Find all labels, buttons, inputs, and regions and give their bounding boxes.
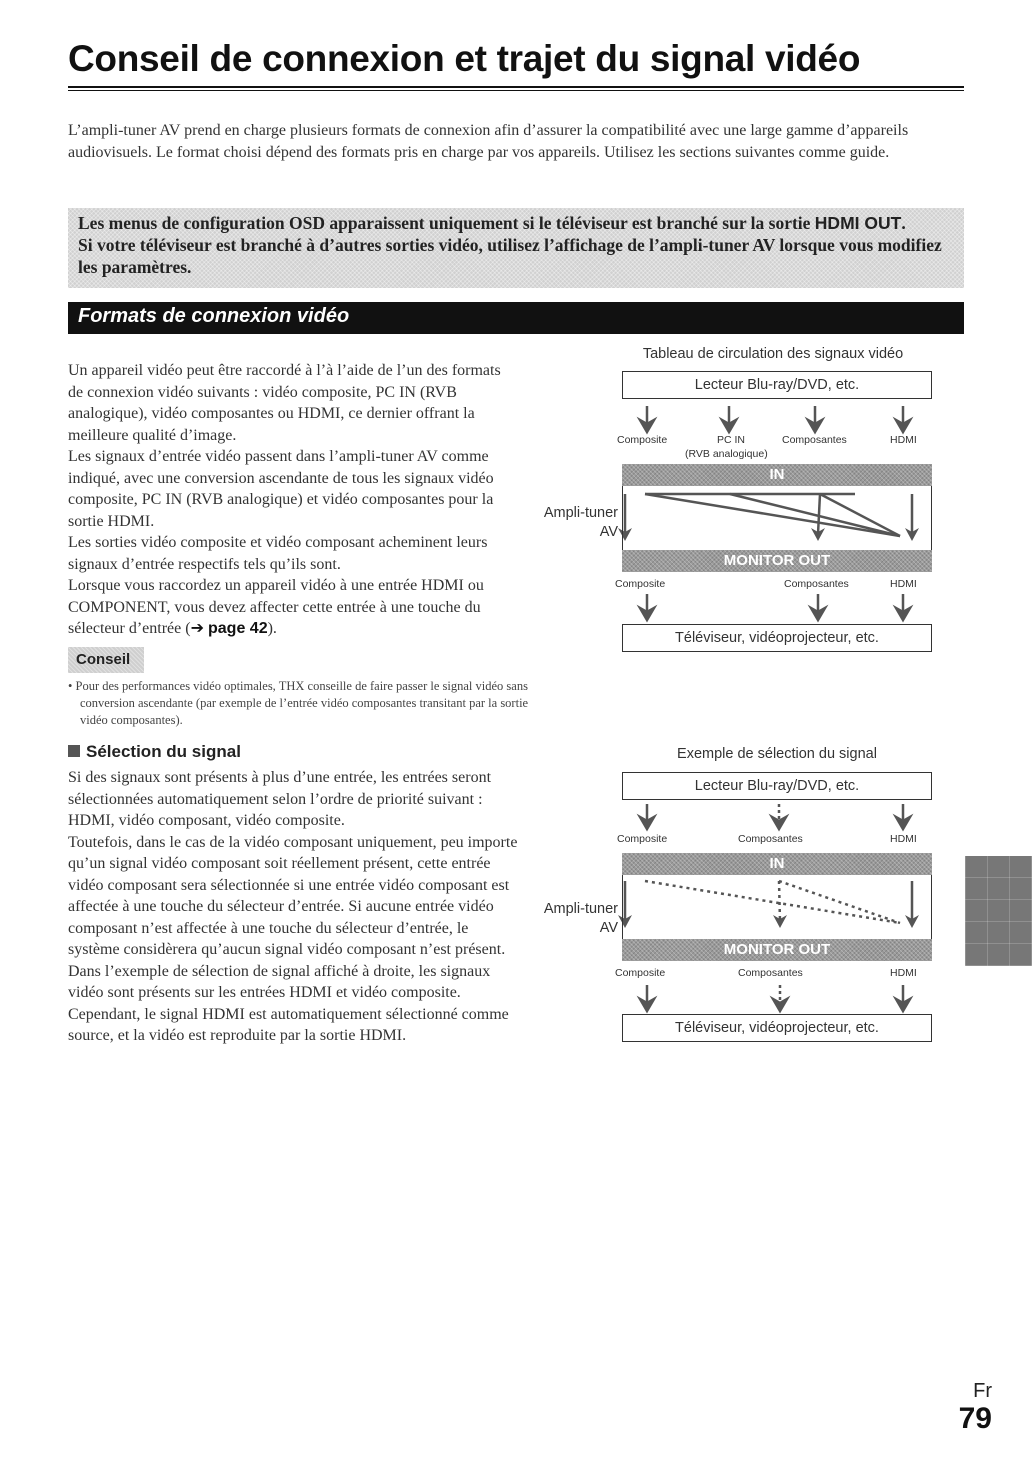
diagram1-source-box: Lecteur Blu-ray/DVD, etc. — [622, 371, 932, 399]
osd-note-hdmi-out: HDMI OUT — [814, 213, 902, 233]
diagram1-output-composite: Composite — [615, 578, 666, 590]
selection-paragraph-3: Dans l’exemple de sélection de signal affiché à droite, les signaux vidéo sont présents sur les entrées HDMI et vidéo composite. Cependant, le signal HDMI est automatiquement sélectionné comme source, et la vidéo est reproduite par la sortie HDMI. — [68, 962, 509, 1044]
diagram1-in-bar: IN — [622, 464, 932, 486]
chapter-side-tab — [965, 856, 1032, 966]
diagram1-amp-frame — [622, 486, 932, 550]
section-heading-bar — [68, 302, 964, 334]
diagram2-input-composantes: Composantes — [738, 833, 803, 845]
section-heading: Formats de connexion vidéo — [78, 305, 350, 327]
diagram1-input-hdmi: HDMI — [890, 434, 917, 446]
diagram1-caption: Tableau de circulation des signaux vidéo — [642, 346, 904, 362]
title-rule-thin — [68, 90, 964, 91]
diagram2-input-hdmi: HDMI — [890, 833, 917, 845]
diagram2-source-box: Lecteur Blu-ray/DVD, etc. — [622, 772, 932, 800]
page-title: Conseil de connexion et trajet du signal vidéo — [68, 38, 861, 79]
arrow-right-icon: ➔ — [190, 620, 204, 637]
osd-note-line1-pre: Les menus de configuration OSD apparaissent uniquement si le téléviseur est branché sur la sortie — [78, 213, 815, 233]
selection-text — [68, 767, 518, 1047]
diagram2-amp-line1: Ampli-tuner — [543, 901, 618, 917]
diagram1-sink-box: Téléviseur, vidéoprojecteur, etc. — [622, 624, 932, 652]
diagram2-monitor-out-bar: MONITOR OUT — [622, 939, 932, 961]
conseil-text: Pour des performances vidéo optimales, THX conseille de faire passer le signal vidéo sans conversion ascendante (par exemple de l’entrée vidéo composantes transitant par la sortie vidéo composantes). — [75, 679, 529, 727]
osd-note-box — [68, 208, 964, 288]
diagram2-amp-label — [528, 900, 618, 938]
diagram2-amp-line2: AV — [599, 920, 618, 936]
formats-paragraph-4-pre: Lorsque vous raccordez un appareil vidéo à une entrée HDMI ou COMPONENT, vous devez affecter cette entrée à une touche du sélecteur d’entrée ( — [68, 577, 484, 637]
conseil-note — [68, 678, 538, 729]
diagram2-caption: Exemple de sélection du signal — [677, 746, 877, 762]
diagram1-amp-line1: Ampli-tuner — [543, 505, 618, 521]
formats-paragraph-2: Les signaux d’entrée vidéo passent dans l’ampli-tuner AV comme indiqué, avec une conversion ascendante de tous les signaux vidéo composite, PC IN (RVB analogique) et vidéo composantes pour la sortie HDMI. — [68, 448, 494, 530]
conseil-label: Conseil — [68, 647, 144, 673]
conseil-bullet: • — [68, 679, 73, 693]
diagram2-output-composantes: Composantes — [738, 967, 803, 979]
square-bullet-icon — [68, 745, 80, 757]
diagram2-output-arrows — [640, 985, 910, 1011]
selection-paragraph-2: Toutefois, dans le cas de la vidéo composant uniquement, peu importe qu’un signal vidéo composant soit réellement présent, cette entrée vidéo composant sera sélectionnée si une entrée vidéo composant est affectée à une touche du sélecteur d’entrée. Si aucune entrée vidéo composant n’est affectée à une touche du sélecteur d’entrée, le système considèrera qu’aucun signal vidéo composant n’est présent. — [68, 833, 518, 958]
osd-note-line2: Si votre téléviseur est branché à d’autres sorties vidéo, utilisez l’affichage de l’ampli-tuner AV lorsque vous modifiez les paramètres. — [78, 235, 942, 277]
intro-paragraph: L’ampli-tuner AV prend en charge plusieurs formats de connexion afin d’assurer la compatibilité avec une large gamme d’appareils audiovisuels. Le format choisi dépend des formats pris en charge par vos appareils. Utilisez les sections suivantes comme guide. — [68, 122, 909, 161]
page-language: Fr — [973, 1380, 992, 1402]
diagram1-output-arrows — [640, 594, 910, 620]
diagram2-input-arrows — [640, 804, 910, 829]
diagram2-input-composite: Composite — [617, 833, 668, 845]
title-rule — [68, 86, 964, 88]
formats-paragraph-1: Un appareil vidéo peut être raccordé à l’à l’aide de l’un des formats de connexion vidéo suivants : vidéo composite, PC IN (RVB analogique), vidéo composantes ou HDMI, ce dernier offrant la meilleure qualité d’image. — [68, 362, 501, 444]
diagram1-amp-label — [528, 504, 618, 542]
diagram2-amp-frame — [622, 875, 932, 939]
selection-paragraph-1: Si des signaux sont présents à plus d’une entrée, les entrées seront sélectionnées automatiquement selon l’ordre de priorité suivant : HDMI, vidéo composant, vidéo composite. — [68, 769, 492, 829]
diagram1-input-composite: Composite — [617, 434, 668, 446]
formats-text — [68, 360, 518, 640]
diagram2-output-hdmi: HDMI — [890, 967, 917, 979]
diagram2-in-bar: IN — [622, 853, 932, 875]
diagram2-sink-box: Téléviseur, vidéoprojecteur, etc. — [622, 1014, 932, 1042]
diagram1-output-hdmi: HDMI — [890, 578, 917, 590]
diagram1-input-composantes: Composantes — [782, 434, 847, 446]
page-number: 79 — [958, 1402, 992, 1435]
diagram1-input-pcin: PC IN — [717, 434, 746, 446]
diagram1-input-arrows — [640, 406, 910, 432]
selection-heading — [68, 742, 241, 762]
diagram1-input-pcin-sub: (RVB analogique) — [685, 448, 768, 460]
diagram1-output-composantes: Composantes — [784, 578, 849, 590]
formats-paragraph-4 — [68, 575, 518, 640]
formats-paragraph-4-post: ). — [267, 620, 277, 637]
osd-note-line1-post: . — [901, 213, 906, 233]
diagram1-amp-line2: AV — [599, 524, 618, 540]
selection-heading-text: Sélection du signal — [86, 742, 241, 761]
diagram1-monitor-out-bar: MONITOR OUT — [622, 550, 932, 572]
formats-paragraph-3: Les sorties vidéo composite et vidéo composant acheminent leurs signaux d’entrée respectifs tels qu’ils sont. — [68, 534, 488, 573]
diagram2-output-composite: Composite — [615, 967, 666, 979]
page-reference-link[interactable]: page 42 — [208, 620, 268, 637]
